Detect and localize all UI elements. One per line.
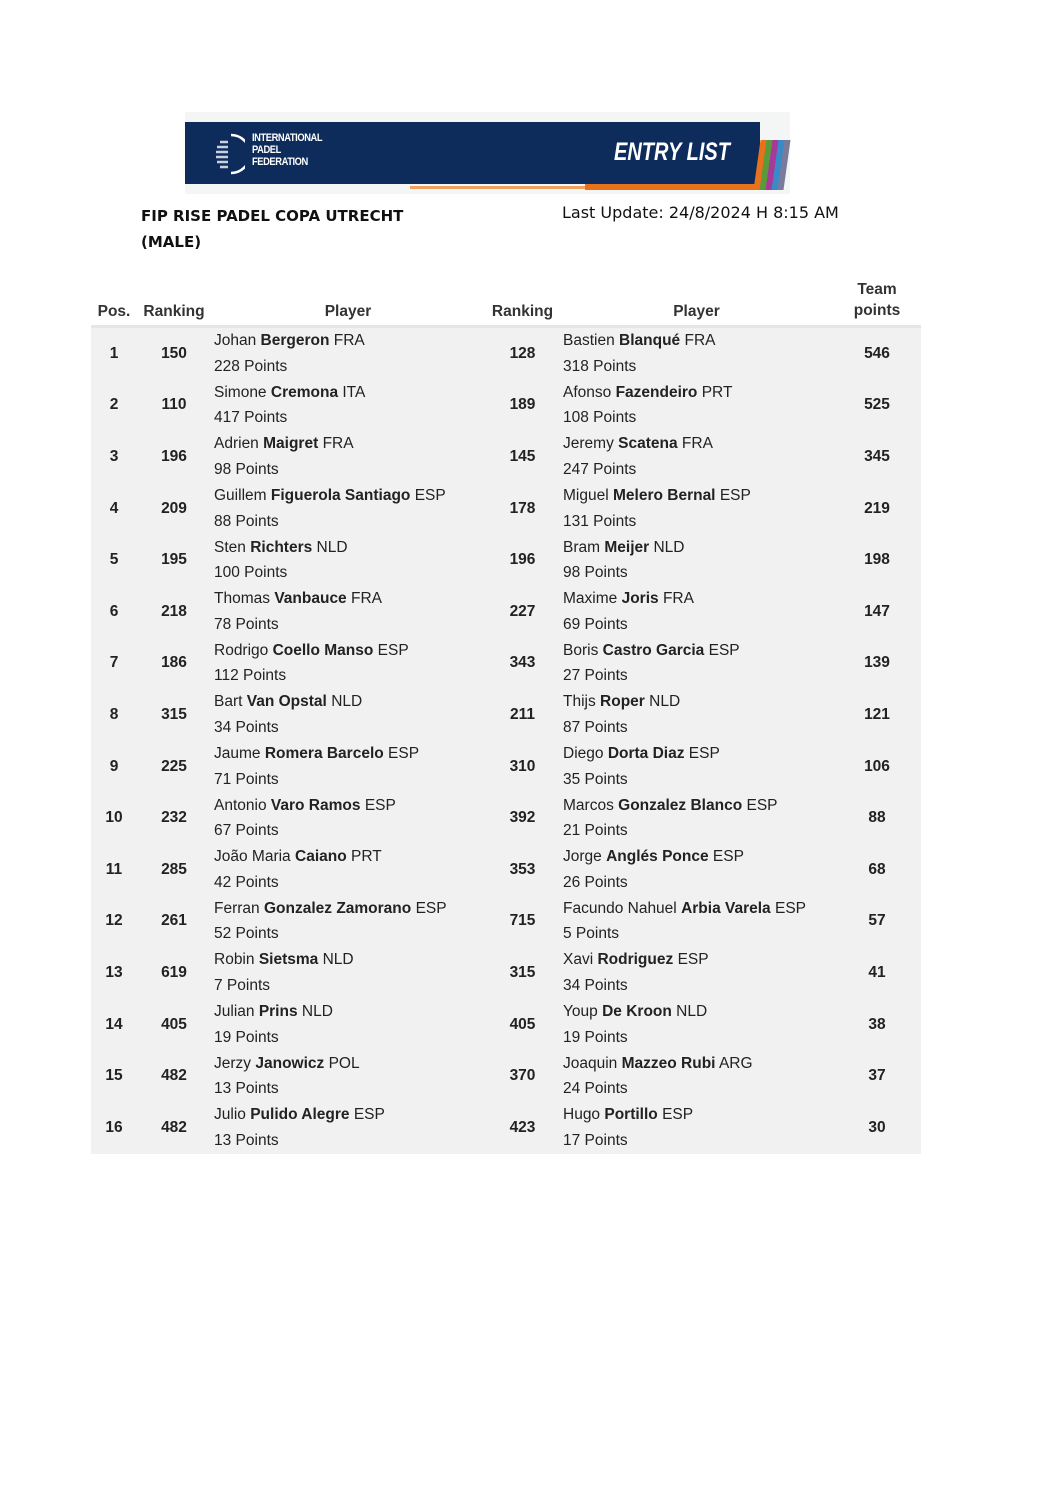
table-row bbox=[91, 586, 921, 638]
player-country: NLD bbox=[649, 693, 681, 711]
player-country: ESP bbox=[377, 641, 409, 659]
player-first-name: Julio bbox=[214, 1106, 246, 1124]
position: 10 bbox=[91, 792, 137, 844]
player-country: ESP bbox=[688, 745, 720, 763]
ranking-1: 186 bbox=[137, 638, 211, 690]
header-player-1: Player bbox=[211, 278, 485, 327]
player-country: FRA bbox=[333, 332, 365, 350]
player-surname: Varo Ramos bbox=[270, 796, 361, 814]
player-country: NLD bbox=[653, 538, 685, 556]
player-cell bbox=[560, 741, 833, 793]
player-first-name: Jeremy bbox=[563, 435, 614, 453]
player-surname: Bergeron bbox=[260, 332, 330, 350]
player-first-name: Miguel bbox=[563, 487, 609, 505]
player-cell bbox=[560, 947, 833, 999]
player-name bbox=[563, 999, 833, 1025]
player-name bbox=[214, 586, 485, 612]
team-points: 68 bbox=[833, 844, 921, 896]
player-cell bbox=[560, 1050, 833, 1102]
player-points: 87 Points bbox=[563, 718, 628, 736]
player-country: FRA bbox=[662, 590, 694, 608]
player-points: 24 Points bbox=[563, 1080, 628, 1098]
fip-logo-icon bbox=[211, 132, 245, 176]
banner-accent-bar bbox=[585, 184, 760, 190]
player-surname: Fazendeiro bbox=[615, 383, 698, 401]
ranking-2: 392 bbox=[485, 792, 560, 844]
player-points: 13 Points bbox=[214, 1080, 279, 1098]
player-name bbox=[214, 741, 485, 767]
player-surname: Janowicz bbox=[255, 1054, 325, 1072]
player-country: FRA bbox=[681, 435, 713, 453]
player-country: PRT bbox=[701, 383, 733, 401]
player-surname: Roper bbox=[600, 693, 645, 711]
player-country: ESP bbox=[364, 796, 396, 814]
player-cell bbox=[211, 483, 485, 535]
player-points: 131 Points bbox=[563, 512, 637, 530]
player-first-name: Jerzy bbox=[214, 1054, 252, 1072]
team-points: 106 bbox=[833, 741, 921, 793]
player-name bbox=[563, 586, 833, 612]
player-country: ESP bbox=[353, 1106, 385, 1124]
player-first-name: Jaume bbox=[214, 745, 261, 763]
team-points: 121 bbox=[833, 689, 921, 741]
player-cell bbox=[211, 741, 485, 793]
player-first-name: Antonio bbox=[214, 796, 267, 814]
header-team-points-line: Team bbox=[857, 281, 897, 298]
player-cell bbox=[560, 689, 833, 741]
player-surname: Prins bbox=[258, 1003, 298, 1021]
player-first-name: Marcos bbox=[563, 796, 614, 814]
player-name bbox=[563, 741, 833, 767]
player-surname: Figuerola Santiago bbox=[270, 487, 411, 505]
ranking-2: 196 bbox=[485, 534, 560, 586]
player-points: 26 Points bbox=[563, 873, 628, 891]
player-name bbox=[563, 483, 833, 509]
player-points: 42 Points bbox=[214, 873, 279, 891]
ranking-1: 110 bbox=[137, 380, 211, 432]
player-cell bbox=[560, 327, 833, 380]
player-points: 108 Points bbox=[563, 409, 637, 427]
player-points: 69 Points bbox=[563, 615, 628, 633]
header-ranking-1: Ranking bbox=[137, 278, 211, 327]
position: 11 bbox=[91, 844, 137, 896]
player-points: 318 Points bbox=[563, 357, 637, 375]
player-points: 417 Points bbox=[214, 409, 288, 427]
player-points: 19 Points bbox=[214, 1028, 279, 1046]
position: 1 bbox=[91, 327, 137, 380]
team-points: 41 bbox=[833, 947, 921, 999]
player-country: ESP bbox=[677, 951, 709, 969]
player-cell bbox=[211, 534, 485, 586]
player-points: 112 Points bbox=[214, 667, 287, 685]
player-first-name: Maxime bbox=[563, 590, 618, 608]
ranking-1: 225 bbox=[137, 741, 211, 793]
player-points: 88 Points bbox=[214, 512, 279, 530]
table-row bbox=[91, 689, 921, 741]
table-row bbox=[91, 999, 921, 1051]
player-country: NLD bbox=[301, 1003, 333, 1021]
player-cell bbox=[560, 380, 833, 432]
ranking-2: 227 bbox=[485, 586, 560, 638]
ranking-2: 370 bbox=[485, 1050, 560, 1102]
ranking-2: 189 bbox=[485, 380, 560, 432]
player-country: ESP bbox=[708, 641, 740, 659]
player-surname: Romera Barcelo bbox=[264, 745, 384, 763]
player-cell bbox=[211, 1050, 485, 1102]
player-first-name: Xavi bbox=[563, 951, 594, 969]
player-name bbox=[563, 947, 833, 973]
player-cell bbox=[211, 689, 485, 741]
player-cell bbox=[560, 896, 833, 948]
player-cell bbox=[211, 431, 485, 483]
player-first-name: Johan bbox=[214, 332, 257, 350]
player-first-name: Robin bbox=[214, 951, 255, 969]
banner-color-stripes bbox=[753, 140, 790, 190]
ranking-1: 261 bbox=[137, 896, 211, 948]
table-row bbox=[91, 534, 921, 586]
ranking-1: 482 bbox=[137, 1050, 211, 1102]
ranking-1: 482 bbox=[137, 1102, 211, 1154]
player-first-name: Thijs bbox=[563, 693, 596, 711]
player-country: FRA bbox=[322, 435, 354, 453]
team-points: 30 bbox=[833, 1102, 921, 1154]
player-country: FRA bbox=[351, 590, 382, 608]
header-pos: Pos. bbox=[91, 278, 137, 327]
player-country: ESP bbox=[746, 796, 778, 814]
player-points: 52 Points bbox=[214, 925, 279, 943]
player-cell bbox=[211, 792, 485, 844]
table-row bbox=[91, 483, 921, 535]
player-points: 71 Points bbox=[214, 770, 279, 788]
player-name bbox=[563, 380, 833, 406]
player-cell bbox=[560, 586, 833, 638]
player-cell bbox=[211, 380, 485, 432]
player-points: 67 Points bbox=[214, 822, 279, 840]
position: 8 bbox=[91, 689, 137, 741]
player-name bbox=[563, 535, 833, 561]
player-surname: Sietsma bbox=[258, 951, 319, 969]
banner-title: ENTRY LIST bbox=[614, 138, 730, 166]
position: 13 bbox=[91, 947, 137, 999]
ranking-1: 315 bbox=[137, 689, 211, 741]
player-surname: Blanqué bbox=[619, 332, 681, 350]
player-surname: De Kroon bbox=[602, 1003, 672, 1021]
table-row bbox=[91, 896, 921, 948]
ranking-1: 619 bbox=[137, 947, 211, 999]
player-points: 17 Points bbox=[563, 1131, 628, 1149]
team-points: 525 bbox=[833, 380, 921, 432]
player-points: 34 Points bbox=[563, 976, 628, 994]
player-points: 34 Points bbox=[214, 718, 279, 736]
player-country: NLD bbox=[322, 951, 354, 969]
player-name bbox=[214, 844, 485, 870]
logo-line: PADEL bbox=[252, 144, 281, 156]
position: 6 bbox=[91, 586, 137, 638]
player-cell bbox=[560, 999, 833, 1051]
player-first-name: Diego bbox=[563, 745, 604, 763]
player-country: ESP bbox=[388, 745, 420, 763]
ranking-1: 209 bbox=[137, 483, 211, 535]
ranking-2: 178 bbox=[485, 483, 560, 535]
table-row bbox=[91, 741, 921, 793]
player-cell bbox=[560, 792, 833, 844]
player-first-name: Adrien bbox=[214, 435, 259, 453]
player-name bbox=[563, 328, 833, 354]
table-row bbox=[91, 380, 921, 432]
player-cell bbox=[211, 844, 485, 896]
player-cell bbox=[560, 483, 833, 535]
player-name bbox=[563, 431, 833, 457]
player-surname: Joris bbox=[621, 590, 659, 608]
player-first-name: Guillem bbox=[214, 487, 267, 505]
table-row bbox=[91, 431, 921, 483]
position: 14 bbox=[91, 999, 137, 1051]
player-country: ITA bbox=[342, 383, 366, 401]
ranking-2: 405 bbox=[485, 999, 560, 1051]
player-name bbox=[214, 896, 485, 922]
last-update: Last Update: 24/8/2024 H 8:15 AM bbox=[562, 203, 839, 222]
position: 15 bbox=[91, 1050, 137, 1102]
table-row bbox=[91, 638, 921, 690]
team-points: 147 bbox=[833, 586, 921, 638]
header-team-points bbox=[833, 278, 921, 327]
player-name bbox=[214, 999, 485, 1025]
player-points: 100 Points bbox=[214, 564, 288, 582]
player-name bbox=[214, 431, 485, 457]
player-points: 247 Points bbox=[563, 460, 637, 478]
player-first-name: Bram bbox=[563, 538, 601, 556]
position: 2 bbox=[91, 380, 137, 432]
player-points: 98 Points bbox=[563, 564, 628, 582]
player-cell bbox=[211, 947, 485, 999]
player-first-name: Facundo Nahuel bbox=[563, 899, 677, 917]
ranking-2: 715 bbox=[485, 896, 560, 948]
player-surname: Anglés Ponce bbox=[606, 848, 709, 866]
player-surname: Meijer bbox=[604, 538, 650, 556]
player-surname: Arbia Varela bbox=[681, 899, 771, 917]
player-country: POL bbox=[328, 1054, 360, 1072]
player-country: NLD bbox=[331, 693, 363, 711]
team-points: 37 bbox=[833, 1050, 921, 1102]
player-cell bbox=[211, 1102, 485, 1154]
tournament-title bbox=[141, 203, 403, 255]
player-country: FRA bbox=[684, 332, 716, 350]
team-points: 345 bbox=[833, 431, 921, 483]
table-row bbox=[91, 844, 921, 896]
player-first-name: Ferran bbox=[214, 899, 260, 917]
position: 16 bbox=[91, 1102, 137, 1154]
fip-logo-text bbox=[252, 132, 322, 168]
player-cell bbox=[211, 327, 485, 380]
player-country: ESP bbox=[662, 1106, 694, 1124]
position: 4 bbox=[91, 483, 137, 535]
banner-accent-line bbox=[410, 186, 585, 189]
player-points: 5 Points bbox=[563, 925, 620, 943]
player-surname: Castro Garcia bbox=[602, 641, 705, 659]
header-ranking-2: Ranking bbox=[485, 278, 560, 327]
player-first-name: Joaquin bbox=[563, 1054, 618, 1072]
player-country: ESP bbox=[415, 899, 447, 917]
table-row bbox=[91, 947, 921, 999]
ranking-1: 405 bbox=[137, 999, 211, 1051]
player-first-name: Afonso bbox=[563, 383, 612, 401]
player-name bbox=[214, 638, 485, 664]
player-name bbox=[563, 1051, 833, 1077]
table-row bbox=[91, 1050, 921, 1102]
player-first-name: Hugo bbox=[563, 1106, 601, 1124]
ranking-2: 145 bbox=[485, 431, 560, 483]
player-name bbox=[214, 535, 485, 561]
tournament-name: FIP RISE PADEL COPA UTRECHT bbox=[141, 207, 404, 225]
player-points: 27 Points bbox=[563, 667, 628, 685]
team-points: 219 bbox=[833, 483, 921, 535]
entry-list-table bbox=[91, 278, 921, 1154]
team-points: 88 bbox=[833, 792, 921, 844]
ranking-1: 196 bbox=[137, 431, 211, 483]
player-surname: Pulido Alegre bbox=[250, 1106, 350, 1124]
player-cell bbox=[211, 638, 485, 690]
ranking-2: 353 bbox=[485, 844, 560, 896]
player-first-name: Jorge bbox=[563, 848, 602, 866]
player-first-name: Youp bbox=[563, 1003, 598, 1021]
player-surname: Scatena bbox=[618, 435, 678, 453]
header-team-points-line: points bbox=[853, 302, 901, 319]
player-first-name: Bart bbox=[214, 693, 243, 711]
player-name bbox=[214, 947, 485, 973]
player-surname: Rodriguez bbox=[597, 951, 674, 969]
player-first-name: João Maria bbox=[214, 848, 291, 866]
player-name bbox=[214, 1051, 485, 1077]
player-name bbox=[563, 896, 833, 922]
player-surname: Dorta Diaz bbox=[607, 745, 685, 763]
player-first-name: Rodrigo bbox=[214, 641, 269, 659]
player-surname: Vanbauce bbox=[274, 590, 347, 608]
player-country: PRT bbox=[351, 848, 382, 866]
player-name bbox=[214, 380, 485, 406]
player-surname: Mazzeo Rubi bbox=[621, 1054, 716, 1072]
player-country: NLD bbox=[316, 538, 348, 556]
player-name bbox=[214, 793, 485, 819]
player-cell bbox=[211, 999, 485, 1051]
player-country: ESP bbox=[719, 487, 751, 505]
player-name bbox=[563, 1102, 833, 1128]
player-cell bbox=[560, 431, 833, 483]
table-row bbox=[91, 327, 921, 380]
player-name bbox=[214, 1102, 485, 1128]
ranking-1: 150 bbox=[137, 327, 211, 380]
position: 5 bbox=[91, 534, 137, 586]
position: 9 bbox=[91, 741, 137, 793]
ranking-1: 218 bbox=[137, 586, 211, 638]
fip-entry-list-banner bbox=[185, 112, 790, 194]
team-points: 139 bbox=[833, 638, 921, 690]
player-first-name: Thomas bbox=[214, 590, 270, 608]
player-country: ESP bbox=[414, 487, 446, 505]
player-country: ARG bbox=[718, 1054, 753, 1072]
player-surname: Cremona bbox=[270, 383, 339, 401]
table-header-row bbox=[91, 278, 921, 327]
player-country: ESP bbox=[774, 899, 806, 917]
player-surname: Richters bbox=[250, 538, 313, 556]
player-surname: Gonzalez Zamorano bbox=[263, 899, 412, 917]
player-cell bbox=[560, 844, 833, 896]
player-name bbox=[563, 638, 833, 664]
ranking-2: 211 bbox=[485, 689, 560, 741]
player-points: 19 Points bbox=[563, 1028, 628, 1046]
player-first-name: Sten bbox=[214, 538, 246, 556]
player-name bbox=[214, 483, 485, 509]
player-surname: Coello Manso bbox=[272, 641, 374, 659]
player-cell bbox=[560, 534, 833, 586]
player-name bbox=[214, 689, 485, 715]
player-cell bbox=[560, 638, 833, 690]
ranking-1: 195 bbox=[137, 534, 211, 586]
table-row bbox=[91, 792, 921, 844]
player-surname: Caiano bbox=[295, 848, 347, 866]
player-points: 98 Points bbox=[214, 460, 279, 478]
position: 12 bbox=[91, 896, 137, 948]
header-player-2: Player bbox=[560, 278, 833, 327]
player-points: 78 Points bbox=[214, 615, 279, 633]
team-points: 57 bbox=[833, 896, 921, 948]
table-row bbox=[91, 1102, 921, 1154]
player-cell bbox=[211, 586, 485, 638]
player-points: 21 Points bbox=[563, 822, 628, 840]
player-name bbox=[563, 689, 833, 715]
player-cell bbox=[560, 1102, 833, 1154]
ranking-2: 128 bbox=[485, 327, 560, 380]
ranking-2: 343 bbox=[485, 638, 560, 690]
player-points: 7 Points bbox=[214, 976, 271, 994]
ranking-2: 315 bbox=[485, 947, 560, 999]
logo-line: INTERNATIONAL bbox=[252, 132, 323, 144]
position: 7 bbox=[91, 638, 137, 690]
team-points: 546 bbox=[833, 327, 921, 380]
player-surname: Portillo bbox=[604, 1106, 658, 1124]
team-points: 198 bbox=[833, 534, 921, 586]
ranking-2: 423 bbox=[485, 1102, 560, 1154]
table-body bbox=[91, 327, 921, 1154]
ranking-1: 232 bbox=[137, 792, 211, 844]
player-name bbox=[563, 844, 833, 870]
player-surname: Maigret bbox=[263, 435, 319, 453]
player-surname: Gonzalez Blanco bbox=[618, 796, 743, 814]
player-cell bbox=[211, 896, 485, 948]
player-first-name: Boris bbox=[563, 641, 599, 659]
position: 3 bbox=[91, 431, 137, 483]
player-surname: Melero Bernal bbox=[612, 487, 716, 505]
player-first-name: Bastien bbox=[563, 332, 615, 350]
logo-line: FEDERATION bbox=[252, 156, 308, 168]
player-points: 228 Points bbox=[214, 357, 288, 375]
player-name bbox=[214, 328, 485, 354]
player-points: 35 Points bbox=[563, 770, 628, 788]
player-surname: Van Opstal bbox=[246, 693, 327, 711]
player-country: NLD bbox=[676, 1003, 708, 1021]
player-first-name: Julian bbox=[214, 1003, 255, 1021]
ranking-2: 310 bbox=[485, 741, 560, 793]
player-name bbox=[563, 793, 833, 819]
ranking-1: 285 bbox=[137, 844, 211, 896]
player-points: 13 Points bbox=[214, 1131, 279, 1149]
player-first-name: Simone bbox=[214, 383, 267, 401]
player-country: ESP bbox=[712, 848, 744, 866]
tournament-category: (MALE) bbox=[141, 233, 202, 251]
team-points: 38 bbox=[833, 999, 921, 1051]
